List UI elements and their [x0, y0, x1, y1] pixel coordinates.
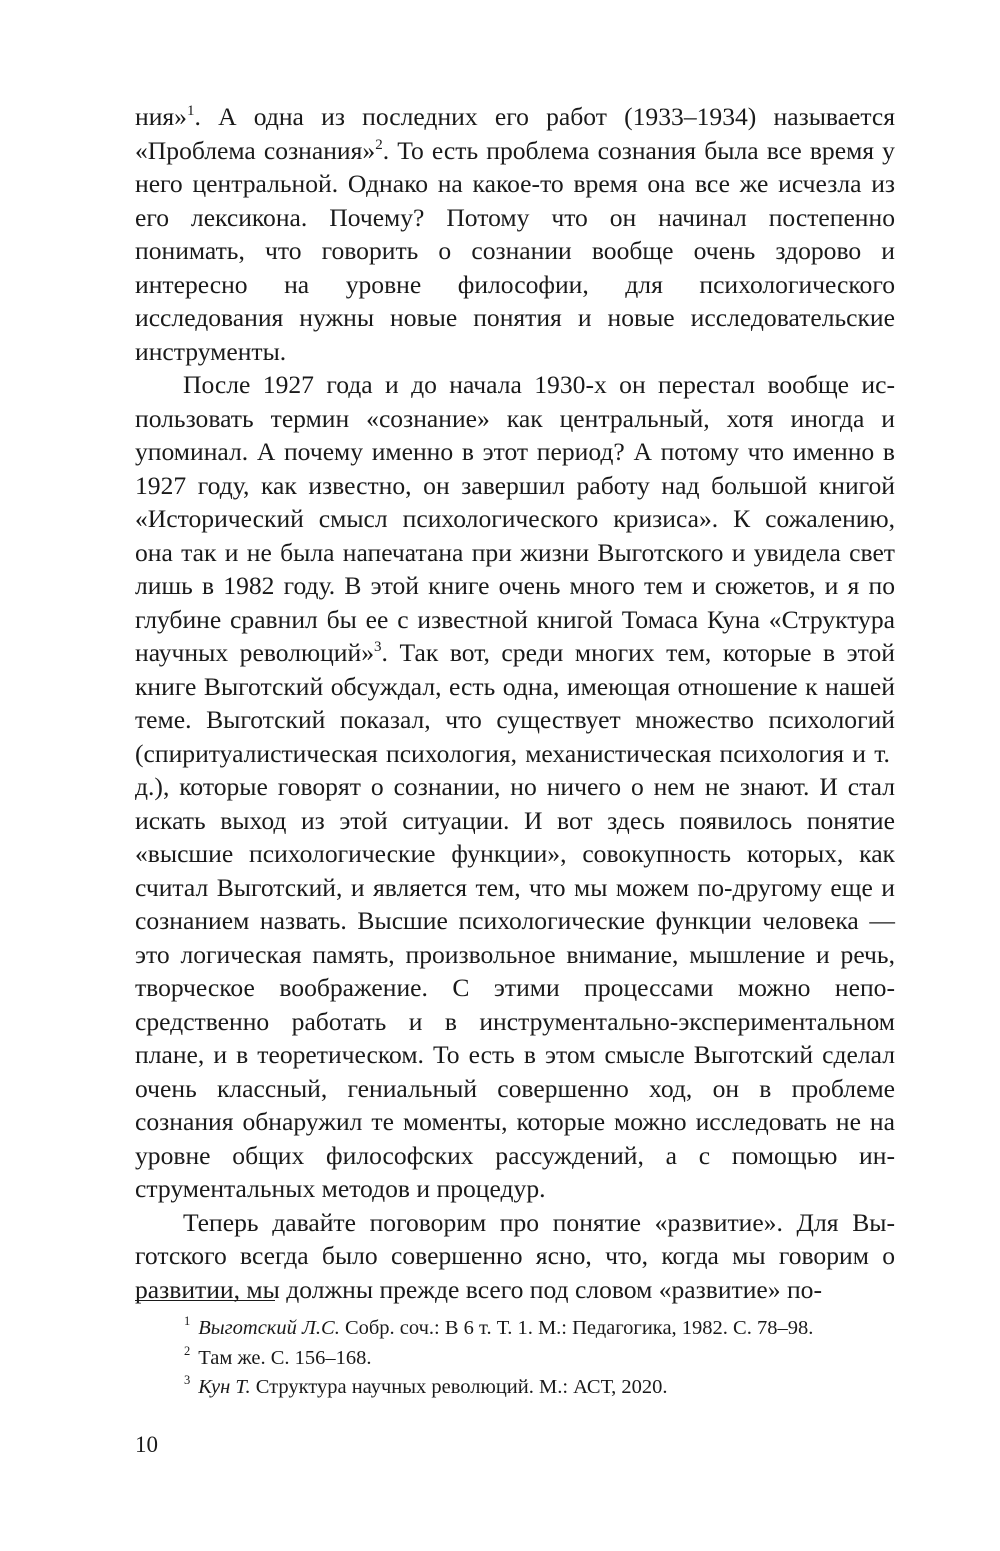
page-number: 10 — [135, 1432, 158, 1457]
footnote-number: 2 — [184, 1343, 191, 1358]
paragraph-3 — [135, 1206, 895, 1307]
text-run: После 1927 года и до начала 1930-х он перестал вообще использовать термин «сознание» как центральный, хотя иногда и упоминал. А почему именно в этот период? А потому что именно в 1927 году, как известно, он завершил работу над большой книгой «Исторический смысл психологического кризиса». К сожалению, она так и не была напечатана при жизни Выготского и увидела свет лишь в 1982 году. В этой книге очень много тем и сюжетов, и я по глубине сравнил бы ее с известной книгой Томаса Куна «Структура научных революций» — [135, 370, 895, 667]
footnote-marker[interactable]: 2 — [375, 136, 383, 153]
paragraph-2 — [135, 368, 895, 1206]
footnote-marker[interactable]: 1 — [186, 103, 195, 119]
text-run: . А одна из последних его работ (1933–1934) называется «Проблема сознания» — [135, 102, 895, 165]
text-run: ния» — [135, 102, 187, 131]
footnote-text: Структура научных революций. М.: АСТ, 2020. — [250, 1376, 668, 1398]
footnote-author: Выготский Л.С. — [198, 1317, 340, 1339]
page-body — [135, 100, 895, 1306]
footnote-1 — [184, 1314, 904, 1344]
footnote-3 — [184, 1373, 904, 1403]
footnote-text: Там же. С. 156–168. — [198, 1346, 372, 1369]
footnote-marker[interactable]: 3 — [374, 639, 382, 655]
footnote-author: Кун Т. — [198, 1376, 251, 1398]
text-run: . Так вот, среди многих тем, которые в этой книге Выготский обсуждал, есть одна, имеющая отношение к нашей теме. Выготский показал, что существует множество психологий (спиритуалистическая психология, механистическая психология и т. д.), которые говорят о сознании, но ничего о нем не знают. И стал искать выход из этой ситуации. И вот здесь появилось понятие «высшие психологические функции», совокупность которых, как считал Выготский, и является тем, что мы можем по-другому еще и сознанием назвать. Высшие психологические функции человека — это логическая память, произвольное внимание, мышление и речь, творческое воображение. С этими процессами можно непосредственно работать и в инструментально-экспериментальном плане, и в теоретическом. То есть в этом смысле Выготский сделал очень классный, гениальный совершенно ход, он в проблеме сознания обнаружил те моменты, которые можно исследовать не на уровне общих философских рассуждений, а с помощью инструментальных методов и процедур. — [135, 638, 895, 1203]
text-run: . То есть проблема сознания была все время у него центральной. Однако на какое-то время она все же исчезла из его лексикона. Почему? Потому что он начинал постепенно понимать, что говорить о сознании вообще очень здорово и интересно на уровне философии, для психологического исследования нужны новые понятия и новые исследовательские инструменты. — [135, 135, 895, 366]
paragraph-1 — [135, 100, 895, 368]
footnote-2 — [184, 1344, 904, 1374]
text-run: Теперь давайте поговорим про понятие «развитие». Для Выготского всегда было совершенно ясно, что, когда мы говорим о развитии, мы должны прежде всего под словом «развитие» по- — [135, 1207, 895, 1304]
footnote-number: 1 — [184, 1314, 191, 1328]
footnote-number: 3 — [184, 1373, 191, 1387]
footnotes — [184, 1314, 904, 1403]
footnote-text: Собр. соч.: В 6 т. Т. 1. М.: Педагогика, 1982. С. 78–98. — [339, 1317, 814, 1339]
footnote-divider — [135, 1300, 275, 1301]
body-text — [135, 100, 895, 1306]
